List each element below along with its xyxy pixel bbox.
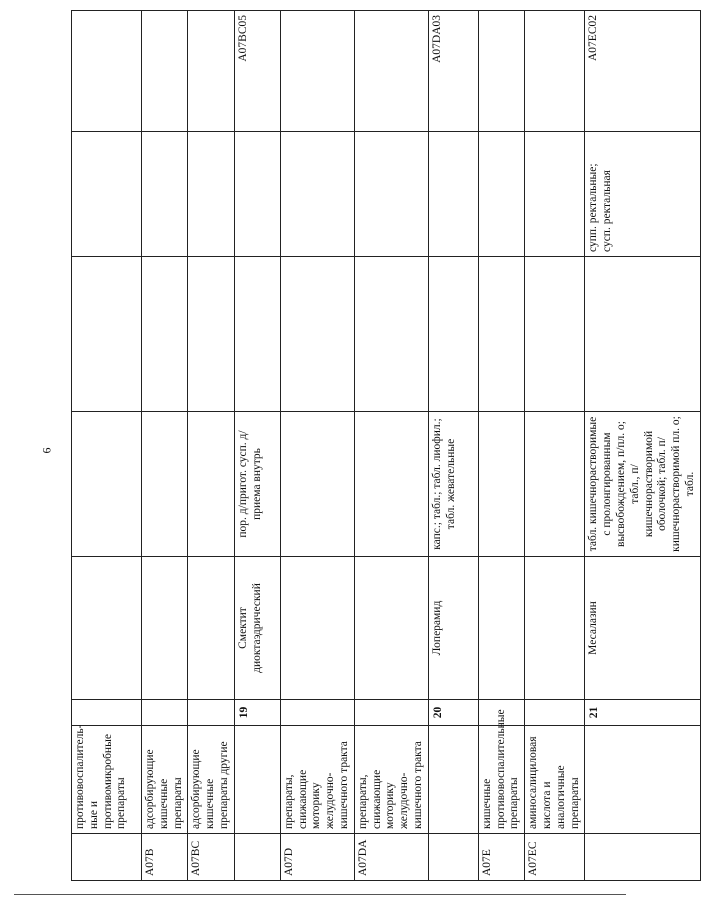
atx-cell <box>354 11 428 132</box>
form-cell <box>142 412 188 557</box>
extra2-cell <box>354 132 428 257</box>
table-row <box>428 11 478 881</box>
inn-cell <box>188 557 234 700</box>
extra-cell <box>280 257 354 412</box>
table-row <box>354 11 428 881</box>
atx-cell <box>478 11 524 132</box>
extra-cell <box>234 257 280 412</box>
table-row <box>525 11 585 881</box>
atx-cell <box>188 11 234 132</box>
inn-cell: Смектит диоктаэдрический <box>234 557 280 700</box>
extra2-cell <box>142 132 188 257</box>
number-cell <box>72 700 142 726</box>
number-cell <box>142 700 188 726</box>
form-cell: пор. д/пригот. сусп. д/приема внутрь <box>234 412 280 557</box>
extra-cell <box>142 257 188 412</box>
extra2-cell <box>525 132 585 257</box>
code-cell: A07BC <box>188 834 234 881</box>
extra-cell <box>525 257 585 412</box>
bottom-rule <box>14 894 626 895</box>
table-row <box>72 11 142 881</box>
atx-cell: A07BC05 <box>234 11 280 132</box>
extra2-cell: супп. ректальные; сусп. ректальная <box>585 132 700 257</box>
extra-cell <box>585 257 700 412</box>
number-cell <box>354 700 428 726</box>
number-cell <box>525 700 585 726</box>
atx-cell: A07EC02 <box>585 11 700 132</box>
code-cell <box>428 834 478 881</box>
extra2-cell <box>280 132 354 257</box>
extra-cell <box>72 257 142 412</box>
table-row <box>585 11 700 881</box>
rotated-table-wrapper <box>71 11 696 881</box>
inn-cell <box>478 557 524 700</box>
number-cell <box>188 700 234 726</box>
extra-cell <box>478 257 524 412</box>
form-cell <box>188 412 234 557</box>
table-row <box>234 11 280 881</box>
code-cell <box>585 834 700 881</box>
drug-table <box>71 10 701 881</box>
extra2-cell <box>234 132 280 257</box>
atx-cell <box>72 11 142 132</box>
form-cell <box>478 412 524 557</box>
form-cell: табл. кишечнорастворимые с пролонгированным высвобождением, п/пл. о; табл., п/кишечнорастворимой оболочкой; табл. п/кишечнорастворимой пл. о; табл. <box>585 412 700 557</box>
inn-cell <box>142 557 188 700</box>
form-cell <box>280 412 354 557</box>
atx-cell: A07DA03 <box>428 11 478 132</box>
inn-cell <box>280 557 354 700</box>
inn-cell <box>354 557 428 700</box>
number-cell <box>280 700 354 726</box>
extra-cell <box>188 257 234 412</box>
inn-cell: Лоперамид <box>428 557 478 700</box>
form-cell <box>525 412 585 557</box>
extra2-cell <box>188 132 234 257</box>
extra2-cell <box>428 132 478 257</box>
number-cell: 21 <box>585 700 700 726</box>
name-cell: адсорбирующие кишечные препараты <box>142 726 188 834</box>
table-row <box>142 11 188 881</box>
name-cell <box>585 726 700 834</box>
inn-cell <box>72 557 142 700</box>
code-cell: A07B <box>142 834 188 881</box>
extra-cell <box>428 257 478 412</box>
name-cell: противовоспалитель-ные и противомикробные препараты <box>72 726 142 834</box>
code-cell: A07E <box>478 834 524 881</box>
code-cell: A07EC <box>525 834 585 881</box>
code-cell: A07D <box>280 834 354 881</box>
table-row <box>280 11 354 881</box>
name-cell: препараты, снижающие моторику желудочно-кишечного тракта <box>280 726 354 834</box>
atx-cell <box>280 11 354 132</box>
name-cell: препараты, снижающие моторику желудочно-кишечного тракта <box>354 726 428 834</box>
table-body <box>72 11 701 881</box>
form-cell: капс.; табл.; табл. лиофил.; табл. жевательные <box>428 412 478 557</box>
extra2-cell <box>72 132 142 257</box>
name-cell <box>428 726 478 834</box>
code-cell <box>72 834 142 881</box>
extra2-cell <box>478 132 524 257</box>
atx-cell <box>142 11 188 132</box>
name-cell: адсорбирующие кишечные препараты другие <box>188 726 234 834</box>
form-cell <box>354 412 428 557</box>
inn-cell: Месалазин <box>585 557 700 700</box>
code-cell: A07DA <box>354 834 428 881</box>
table-row <box>478 11 524 881</box>
number-cell: 19 <box>234 700 280 726</box>
extra-cell <box>354 257 428 412</box>
name-cell: аминосалициловая кислота и аналогичные препараты <box>525 726 585 834</box>
name-cell: кишечные противовоспалительные препараты <box>478 726 524 834</box>
table-area <box>71 11 696 881</box>
form-cell <box>72 412 142 557</box>
name-cell <box>234 726 280 834</box>
atx-cell <box>525 11 585 132</box>
page-number: 6 <box>39 447 54 454</box>
inn-cell <box>525 557 585 700</box>
code-cell <box>234 834 280 881</box>
number-cell: 20 <box>428 700 478 726</box>
table-row <box>188 11 234 881</box>
